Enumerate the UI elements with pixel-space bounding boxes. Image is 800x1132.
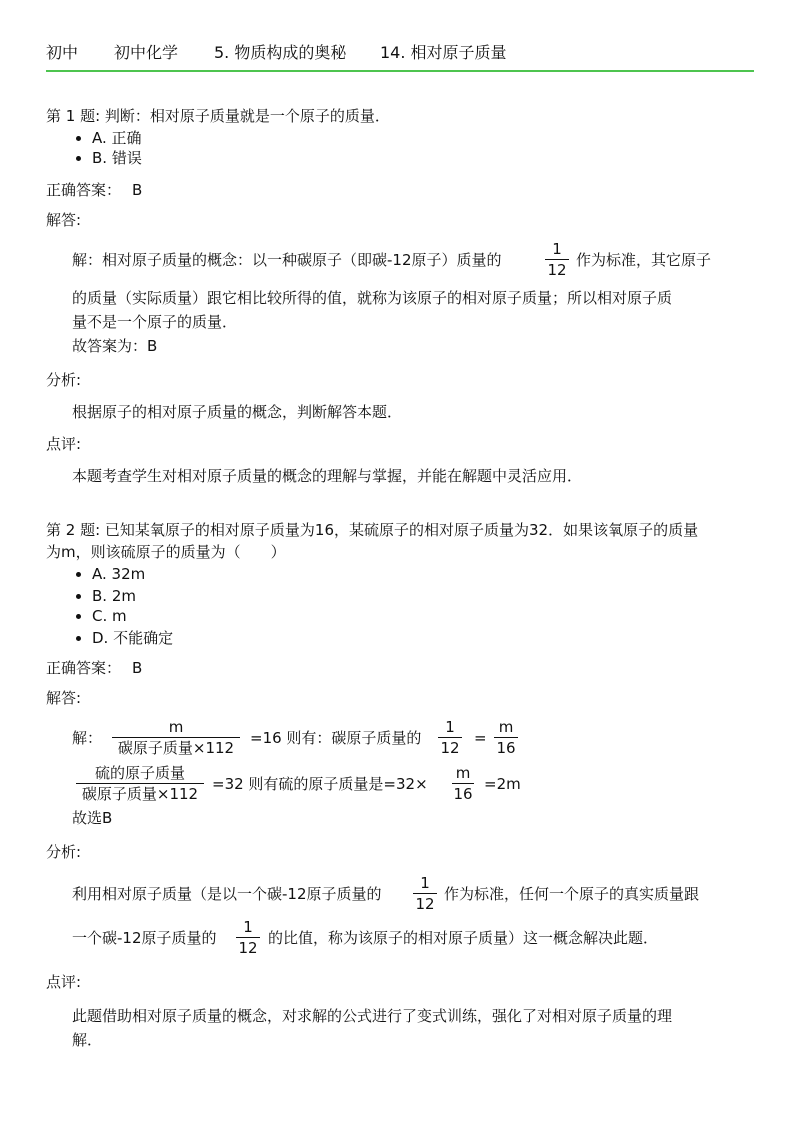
fraction-denominator: 碳原子质量×112: [117, 739, 235, 757]
fraction-numerator: 硫的原子质量: [94, 764, 185, 782]
header-divider: [46, 70, 754, 72]
q1-solution-fraction: [545, 240, 569, 279]
q1-solution-label: 解答:: [46, 211, 82, 229]
q1-analysis-label: 分析:: [46, 371, 82, 389]
q2-answer-label: 正确答案：: [46, 659, 122, 677]
q2-analysis-fraction-2: [236, 918, 260, 957]
q2-solution-label: 解答:: [46, 689, 82, 707]
q2-fraction-4: [76, 764, 204, 803]
q2-analysis-line1-end: 作为标准，任何一个原子的真实质量跟: [444, 885, 700, 903]
fraction-denominator: 12: [238, 939, 258, 957]
q2-comment-line1: 此题借助相对原子质量的概念，对求解的公式进行了变式训练，强化了对相对原子质量的理: [72, 1007, 673, 1025]
q1-answer-value: B: [132, 181, 143, 199]
q2-answer-value: B: [132, 659, 143, 677]
q2-option-b: B. 2m: [92, 587, 136, 605]
q2-option-d: D. 不能确定: [92, 629, 174, 647]
q2-analysis-line2: 一个碳-12原子质量的: [72, 929, 217, 947]
fraction-denominator: 碳原子质量×112: [81, 785, 199, 803]
fraction-bar: [76, 783, 204, 784]
q2-fraction-5: [452, 764, 474, 803]
breadcrumb-level3[interactable]: 5. 物质构成的奥秘: [214, 43, 347, 62]
q2-option-c: C. m: [92, 607, 127, 625]
q2-solution-end2: =2m: [484, 775, 521, 793]
fraction-bar: [545, 259, 569, 260]
q2-solution-mid1: =16 则有：碳原子质量的: [250, 729, 422, 747]
breadcrumb: [46, 40, 754, 62]
q2-fraction-3: [494, 718, 518, 757]
q2-fraction-2: [438, 718, 462, 757]
q1-solution-line1-end: 作为标准，其它原子: [576, 251, 712, 269]
fraction-bar: [112, 737, 240, 738]
fraction-bar: [452, 783, 474, 784]
q2-solution-prefix: 解：: [72, 729, 103, 747]
q1-analysis: 根据原子的相对原子质量的概念，判断解答本题．: [72, 403, 403, 421]
q2-fraction-1: [112, 718, 240, 757]
q1-comment: 本题考查学生对相对原子质量的概念的理解与掌握，并能在解题中灵活应用．: [72, 467, 583, 485]
fraction-numerator: 1: [243, 918, 253, 936]
q1-comment-label: 点评:: [46, 435, 82, 453]
q1-solution-line1: 解：相对原子质量的概念：以一种碳原子（即碳-12原子）质量的: [72, 251, 502, 269]
q1-answer-label: 正确答案：: [46, 181, 122, 199]
fraction-bar: [413, 893, 437, 894]
fraction-numerator: 1: [552, 240, 562, 258]
q2-analysis-line2-end: 的比值，称为该原子的相对原子质量）这一概念解决此题．: [268, 929, 659, 947]
breadcrumb-level4[interactable]: 14. 相对原子质量: [380, 43, 507, 62]
fraction-denominator: 12: [440, 739, 460, 757]
fraction-numerator: 1: [445, 718, 455, 736]
q1-solution-line4: 故答案为：B: [72, 337, 158, 355]
q1-option-b: B. 错误: [92, 149, 142, 167]
q1-solution-line3: 量不是一个原子的质量．: [72, 313, 238, 331]
q2-equals: =: [474, 729, 487, 747]
q1-solution-line2: 的质量（实际质量）跟它相比较所得的值，就称为该原子的相对原子质量；所以相对原子质: [72, 289, 673, 307]
fraction-numerator: m: [168, 718, 184, 736]
breadcrumb-level1[interactable]: 初中: [46, 43, 79, 62]
q2-comment-line2: 解．: [72, 1031, 103, 1049]
fraction-numerator: m: [498, 718, 514, 736]
q2-analysis-label: 分析:: [46, 843, 82, 861]
q2-solution-last: 故选B: [72, 809, 113, 827]
q2-question-line2: 为m，则该硫原子的质量为（ ）: [46, 543, 286, 561]
q2-analysis-fraction-1: [413, 874, 437, 913]
fraction-denominator: 12: [547, 261, 567, 279]
breadcrumb-level2[interactable]: 初中化学: [114, 43, 179, 62]
q2-analysis-line1: 利用相对原子质量（是以一个碳-12原子质量的: [72, 885, 382, 903]
q2-solution-mid2: =32 则有硫的原子质量是=32×: [212, 775, 428, 793]
q2-comment-label: 点评:: [46, 973, 82, 991]
fraction-numerator: 1: [420, 874, 430, 892]
q1-question: 第 1 题: 判断：相对原子质量就是一个原子的质量．: [46, 107, 390, 125]
fraction-bar: [494, 737, 518, 738]
fraction-numerator: m: [455, 764, 471, 782]
fraction-bar: [438, 737, 462, 738]
q2-question-line1: 第 2 题: 已知某氧原子的相对原子质量为16，某硫原子的相对原子质量为32．如果该氧原子的质量: [46, 521, 699, 539]
fraction-denominator: 12: [415, 895, 435, 913]
q1-option-a: A. 正确: [92, 129, 142, 147]
fraction-denominator: 16: [453, 785, 473, 803]
fraction-bar: [236, 937, 260, 938]
q2-option-a: A. 32m: [92, 565, 146, 583]
fraction-denominator: 16: [496, 739, 516, 757]
